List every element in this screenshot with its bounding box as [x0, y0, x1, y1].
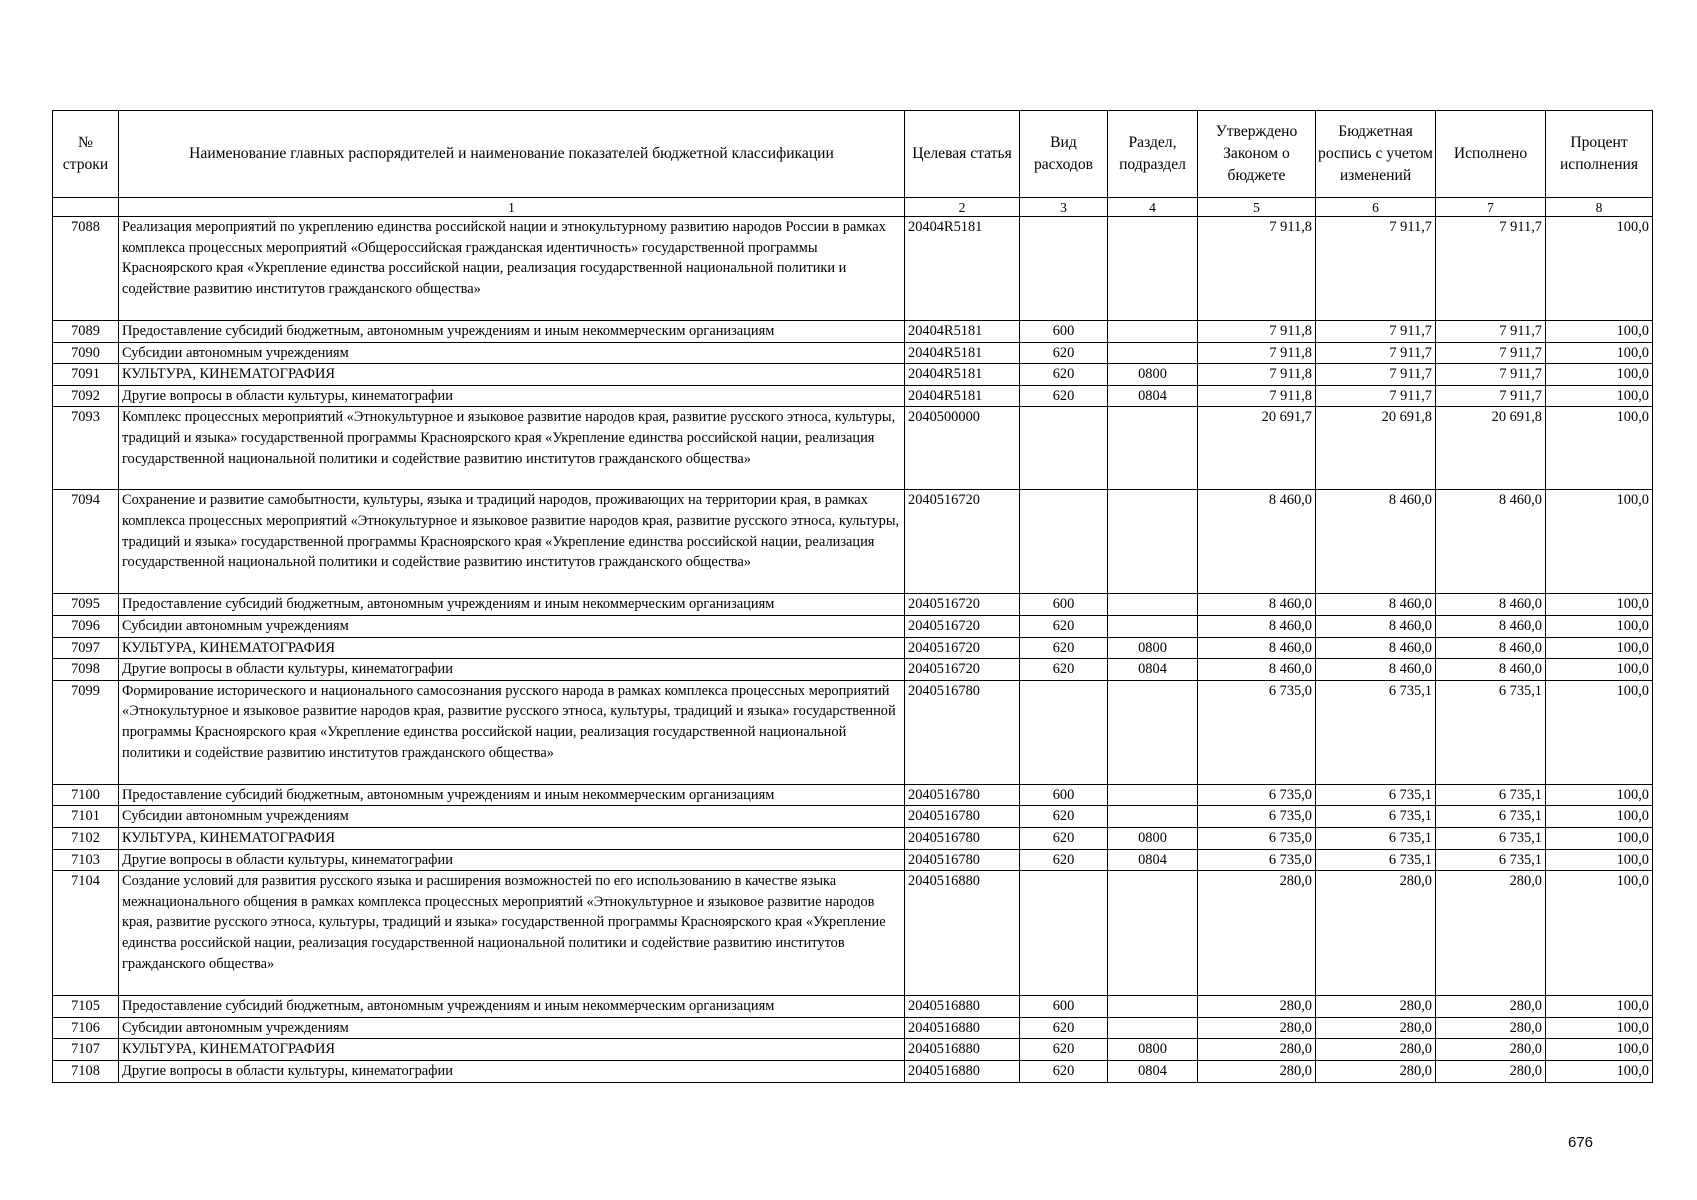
name-cell: Формирование исторического и национального самосознания русского народа в рамках комплекса процессных мероприятий «Этнокультурное и языковое развитие народов края, развитие русского этноса, культуры, традиций и языка» государственной программы Красноярского края «Укрепление единства российской нации, реализация государственной национальной политики и содействие развитию институтов гражданского общества»: [119, 680, 905, 784]
target-article-cell: 2040516880: [905, 1039, 1020, 1061]
approved-cell: 8 460,0: [1198, 659, 1316, 681]
row-number-cell: 7102: [53, 827, 119, 849]
section-cell: [1108, 1017, 1198, 1039]
approved-cell: 280,0: [1198, 1060, 1316, 1082]
section-cell: [1108, 615, 1198, 637]
expense-type-cell: 600: [1020, 321, 1108, 343]
name-cell: Предоставление субсидий бюджетным, автономным учреждениям и иным некоммерческим организациям: [119, 784, 905, 806]
column-number: 2: [905, 198, 1020, 217]
percent-cell: 100,0: [1546, 217, 1653, 321]
executed-cell: 20 691,8: [1436, 407, 1546, 490]
section-cell: [1108, 680, 1198, 784]
row-number-cell: 7106: [53, 1017, 119, 1039]
approved-cell: 7 911,8: [1198, 385, 1316, 407]
executed-cell: 280,0: [1436, 996, 1546, 1018]
column-number: 1: [119, 198, 905, 217]
executed-cell: 280,0: [1436, 1017, 1546, 1039]
expense-type-cell: [1020, 217, 1108, 321]
name-cell: Субсидии автономным учреждениям: [119, 1017, 905, 1039]
name-cell: Сохранение и развитие самобытности, культуры, языка и традиций народов, проживающих на территории края, в рамках комплекса процессных мероприятий «Этнокультурное и языковое развитие народов края, развитие русского этноса, культуры, традиций и языка» государственной программы Красноярского края «Укрепление единства российской нации, реализация государственной национальной политики и содействие развитию институтов гражданского общества»: [119, 490, 905, 594]
table-row: [53, 1039, 1653, 1061]
section-cell: [1108, 806, 1198, 828]
percent-cell: 100,0: [1546, 385, 1653, 407]
budget-schedule-cell: 8 460,0: [1316, 615, 1436, 637]
expense-type-cell: [1020, 871, 1108, 996]
percent-cell: 100,0: [1546, 364, 1653, 386]
header-row-number: № строки: [53, 111, 119, 198]
target-article-cell: 2040516720: [905, 594, 1020, 616]
row-number-cell: 7091: [53, 364, 119, 386]
name-cell: КУЛЬТУРА, КИНЕМАТОГРАФИЯ: [119, 637, 905, 659]
section-cell: 0804: [1108, 659, 1198, 681]
expense-type-cell: 620: [1020, 342, 1108, 364]
expense-type-cell: 620: [1020, 659, 1108, 681]
budget-schedule-cell: 8 460,0: [1316, 490, 1436, 594]
row-number-cell: 7108: [53, 1060, 119, 1082]
executed-cell: 280,0: [1436, 871, 1546, 996]
approved-cell: 6 735,0: [1198, 680, 1316, 784]
section-cell: 0804: [1108, 385, 1198, 407]
budget-schedule-cell: 7 911,7: [1316, 217, 1436, 321]
expense-type-cell: 600: [1020, 594, 1108, 616]
name-cell: Другие вопросы в области культуры, кинематографии: [119, 385, 905, 407]
name-cell: Субсидии автономным учреждениям: [119, 615, 905, 637]
row-number-cell: 7092: [53, 385, 119, 407]
target-article-cell: 2040516780: [905, 784, 1020, 806]
section-cell: 0800: [1108, 364, 1198, 386]
section-cell: 0800: [1108, 637, 1198, 659]
header-target-article: Целевая статья: [905, 111, 1020, 198]
approved-cell: 6 735,0: [1198, 827, 1316, 849]
expense-type-cell: 620: [1020, 385, 1108, 407]
table-row: [53, 784, 1653, 806]
target-article-cell: 20404R5181: [905, 385, 1020, 407]
expense-type-cell: 620: [1020, 1060, 1108, 1082]
percent-cell: 100,0: [1546, 849, 1653, 871]
table-row: [53, 1060, 1653, 1082]
target-article-cell: 2040516880: [905, 1017, 1020, 1039]
budget-schedule-cell: 6 735,1: [1316, 806, 1436, 828]
table-row: [53, 217, 1653, 321]
executed-cell: 7 911,7: [1436, 321, 1546, 343]
name-cell: Субсидии автономным учреждениям: [119, 342, 905, 364]
executed-cell: 8 460,0: [1436, 490, 1546, 594]
target-article-cell: 2040516780: [905, 680, 1020, 784]
budget-schedule-cell: 7 911,7: [1316, 321, 1436, 343]
percent-cell: 100,0: [1546, 490, 1653, 594]
approved-cell: 6 735,0: [1198, 784, 1316, 806]
budget-schedule-cell: 7 911,7: [1316, 364, 1436, 386]
section-cell: 0804: [1108, 1060, 1198, 1082]
section-cell: [1108, 594, 1198, 616]
budget-schedule-cell: 6 735,1: [1316, 784, 1436, 806]
table-row: [53, 342, 1653, 364]
row-number-cell: 7098: [53, 659, 119, 681]
approved-cell: 280,0: [1198, 871, 1316, 996]
section-cell: [1108, 217, 1198, 321]
percent-cell: 100,0: [1546, 637, 1653, 659]
table-row: [53, 680, 1653, 784]
target-article-cell: 20404R5181: [905, 342, 1020, 364]
column-number-row: [53, 198, 1653, 217]
percent-cell: 100,0: [1546, 1039, 1653, 1061]
percent-cell: 100,0: [1546, 996, 1653, 1018]
expense-type-cell: 620: [1020, 637, 1108, 659]
target-article-cell: 20404R5181: [905, 364, 1020, 386]
row-number-cell: 7107: [53, 1039, 119, 1061]
row-number-cell: 7103: [53, 849, 119, 871]
header-section: Раздел, подраздел: [1108, 111, 1198, 198]
budget-schedule-cell: 8 460,0: [1316, 659, 1436, 681]
executed-cell: 6 735,1: [1436, 784, 1546, 806]
table-row: [53, 385, 1653, 407]
percent-cell: 100,0: [1546, 784, 1653, 806]
approved-cell: 6 735,0: [1198, 849, 1316, 871]
row-number-cell: 7101: [53, 806, 119, 828]
percent-cell: 100,0: [1546, 827, 1653, 849]
executed-cell: 6 735,1: [1436, 827, 1546, 849]
table-row: [53, 1017, 1653, 1039]
name-cell: Другие вопросы в области культуры, кинематографии: [119, 849, 905, 871]
executed-cell: 7 911,7: [1436, 364, 1546, 386]
budget-schedule-cell: 6 735,1: [1316, 680, 1436, 784]
budget-schedule-cell: 280,0: [1316, 996, 1436, 1018]
expense-type-cell: 620: [1020, 1039, 1108, 1061]
table-row: [53, 407, 1653, 490]
approved-cell: 280,0: [1198, 1039, 1316, 1061]
column-number: 4: [1108, 198, 1198, 217]
percent-cell: 100,0: [1546, 407, 1653, 490]
row-number-cell: 7104: [53, 871, 119, 996]
table-row: [53, 806, 1653, 828]
section-cell: [1108, 871, 1198, 996]
table-row: [53, 637, 1653, 659]
budget-schedule-cell: 280,0: [1316, 1039, 1436, 1061]
executed-cell: 7 911,7: [1436, 342, 1546, 364]
target-article-cell: 20404R5181: [905, 321, 1020, 343]
row-number-cell: 7100: [53, 784, 119, 806]
percent-cell: 100,0: [1546, 321, 1653, 343]
table-row: [53, 827, 1653, 849]
row-number-cell: 7105: [53, 996, 119, 1018]
percent-cell: 100,0: [1546, 615, 1653, 637]
percent-cell: 100,0: [1546, 1060, 1653, 1082]
percent-cell: 100,0: [1546, 659, 1653, 681]
row-number-cell: 7096: [53, 615, 119, 637]
column-number: 8: [1546, 198, 1653, 217]
approved-cell: 8 460,0: [1198, 594, 1316, 616]
expense-type-cell: 620: [1020, 806, 1108, 828]
percent-cell: 100,0: [1546, 594, 1653, 616]
approved-cell: 7 911,8: [1198, 217, 1316, 321]
percent-cell: 100,0: [1546, 1017, 1653, 1039]
expense-type-cell: 620: [1020, 1017, 1108, 1039]
table-row: [53, 849, 1653, 871]
row-number-cell: 7088: [53, 217, 119, 321]
target-article-cell: 2040500000: [905, 407, 1020, 490]
table-body: [53, 217, 1653, 1083]
name-cell: Другие вопросы в области культуры, кинематографии: [119, 1060, 905, 1082]
table-row: [53, 594, 1653, 616]
section-cell: 0800: [1108, 827, 1198, 849]
header-expense-type: Вид расходов: [1020, 111, 1108, 198]
header-executed: Исполнено: [1436, 111, 1546, 198]
target-article-cell: 2040516780: [905, 849, 1020, 871]
approved-cell: 280,0: [1198, 1017, 1316, 1039]
header-row: [53, 111, 1653, 198]
expense-type-cell: 620: [1020, 849, 1108, 871]
table-row: [53, 615, 1653, 637]
executed-cell: 8 460,0: [1436, 659, 1546, 681]
approved-cell: 8 460,0: [1198, 490, 1316, 594]
budget-schedule-cell: 7 911,7: [1316, 385, 1436, 407]
budget-table: [52, 110, 1653, 1083]
approved-cell: 8 460,0: [1198, 615, 1316, 637]
column-number: 6: [1316, 198, 1436, 217]
budget-schedule-cell: 6 735,1: [1316, 849, 1436, 871]
budget-schedule-cell: 7 911,7: [1316, 342, 1436, 364]
budget-schedule-cell: 280,0: [1316, 871, 1436, 996]
executed-cell: 8 460,0: [1436, 615, 1546, 637]
budget-schedule-cell: 280,0: [1316, 1060, 1436, 1082]
section-cell: [1108, 342, 1198, 364]
expense-type-cell: [1020, 680, 1108, 784]
table-row: [53, 490, 1653, 594]
column-number: 5: [1198, 198, 1316, 217]
executed-cell: 8 460,0: [1436, 594, 1546, 616]
row-number-cell: 7090: [53, 342, 119, 364]
target-article-cell: 2040516720: [905, 637, 1020, 659]
executed-cell: 6 735,1: [1436, 806, 1546, 828]
table-row: [53, 321, 1653, 343]
row-number-cell: 7094: [53, 490, 119, 594]
budget-schedule-cell: 20 691,8: [1316, 407, 1436, 490]
executed-cell: 6 735,1: [1436, 849, 1546, 871]
row-number-cell: 7095: [53, 594, 119, 616]
name-cell: Субсидии автономным учреждениям: [119, 806, 905, 828]
section-cell: [1108, 784, 1198, 806]
expense-type-cell: 620: [1020, 615, 1108, 637]
executed-cell: 6 735,1: [1436, 680, 1546, 784]
budget-schedule-cell: 6 735,1: [1316, 827, 1436, 849]
expense-type-cell: 620: [1020, 364, 1108, 386]
name-cell: Предоставление субсидий бюджетным, автономным учреждениям и иным некоммерческим организациям: [119, 594, 905, 616]
approved-cell: 7 911,8: [1198, 342, 1316, 364]
section-cell: 0804: [1108, 849, 1198, 871]
target-article-cell: 2040516780: [905, 806, 1020, 828]
table-row: [53, 659, 1653, 681]
name-cell: КУЛЬТУРА, КИНЕМАТОГРАФИЯ: [119, 827, 905, 849]
budget-schedule-cell: 280,0: [1316, 1017, 1436, 1039]
table-row: [53, 871, 1653, 996]
expense-type-cell: 600: [1020, 996, 1108, 1018]
header-approved: Утверждено Законом о бюджете: [1198, 111, 1316, 198]
executed-cell: 280,0: [1436, 1039, 1546, 1061]
table-row: [53, 364, 1653, 386]
row-number-cell: 7089: [53, 321, 119, 343]
name-cell: Реализация мероприятий по укреплению единства российской нации и этнокультурному развитию народов России в рамках комплекса процессных мероприятий «Общероссийская гражданская идентичность» государственной программы Красноярского края «Укрепление единства российской нации, реализация государственной национальной политики и содействие развитию институтов гражданского общества»: [119, 217, 905, 321]
column-number: [53, 198, 119, 217]
name-cell: КУЛЬТУРА, КИНЕМАТОГРАФИЯ: [119, 364, 905, 386]
percent-cell: 100,0: [1546, 871, 1653, 996]
row-number-cell: 7093: [53, 407, 119, 490]
section-cell: [1108, 490, 1198, 594]
expense-type-cell: [1020, 407, 1108, 490]
header-budget-schedule: Бюджетная роспись с учетом изменений: [1316, 111, 1436, 198]
target-article-cell: 20404R5181: [905, 217, 1020, 321]
name-cell: Другие вопросы в области культуры, кинематографии: [119, 659, 905, 681]
budget-schedule-cell: 8 460,0: [1316, 594, 1436, 616]
column-number: 3: [1020, 198, 1108, 217]
executed-cell: 7 911,7: [1436, 385, 1546, 407]
page-number: 676: [1568, 1134, 1594, 1151]
name-cell: Создание условий для развития русского языка и расширения возможностей по его использованию в качестве языка межнационального общения в рамках комплекса процессных мероприятий «Этнокультурное и языковое развитие народов края, развитие русского этноса, культуры, традиций и языка» государственной программы Красноярского края «Укрепление единства российской нации, реализация государственной национальной политики и содействие развитию институтов гражданского общества»: [119, 871, 905, 996]
section-cell: [1108, 407, 1198, 490]
section-cell: [1108, 996, 1198, 1018]
executed-cell: 280,0: [1436, 1060, 1546, 1082]
approved-cell: 20 691,7: [1198, 407, 1316, 490]
target-article-cell: 2040516880: [905, 1060, 1020, 1082]
approved-cell: 6 735,0: [1198, 806, 1316, 828]
row-number-cell: 7097: [53, 637, 119, 659]
target-article-cell: 2040516720: [905, 615, 1020, 637]
row-number-cell: 7099: [53, 680, 119, 784]
header-percent: Процент исполнения: [1546, 111, 1653, 198]
header-name: Наименование главных распорядителей и наименование показателей бюджетной классификации: [119, 111, 905, 198]
target-article-cell: 2040516720: [905, 659, 1020, 681]
percent-cell: 100,0: [1546, 342, 1653, 364]
percent-cell: 100,0: [1546, 680, 1653, 784]
target-article-cell: 2040516880: [905, 871, 1020, 996]
expense-type-cell: 620: [1020, 827, 1108, 849]
target-article-cell: 2040516880: [905, 996, 1020, 1018]
table-row: [53, 996, 1653, 1018]
target-article-cell: 2040516720: [905, 490, 1020, 594]
section-cell: 0800: [1108, 1039, 1198, 1061]
section-cell: [1108, 321, 1198, 343]
name-cell: Предоставление субсидий бюджетным, автономным учреждениям и иным некоммерческим организациям: [119, 996, 905, 1018]
executed-cell: 7 911,7: [1436, 217, 1546, 321]
executed-cell: 8 460,0: [1436, 637, 1546, 659]
name-cell: КУЛЬТУРА, КИНЕМАТОГРАФИЯ: [119, 1039, 905, 1061]
approved-cell: 280,0: [1198, 996, 1316, 1018]
approved-cell: 7 911,8: [1198, 364, 1316, 386]
expense-type-cell: 600: [1020, 784, 1108, 806]
target-article-cell: 2040516780: [905, 827, 1020, 849]
approved-cell: 7 911,8: [1198, 321, 1316, 343]
expense-type-cell: [1020, 490, 1108, 594]
column-number: 7: [1436, 198, 1546, 217]
name-cell: Комплекс процессных мероприятий «Этнокультурное и языковое развитие народов края, развитие русского этноса, культуры, традиций и языка» государственной программы Красноярского края «Укрепление единства российской нации, реализация государственной национальной политики и содействие развитию институтов гражданского общества»: [119, 407, 905, 490]
budget-schedule-cell: 8 460,0: [1316, 637, 1436, 659]
approved-cell: 8 460,0: [1198, 637, 1316, 659]
percent-cell: 100,0: [1546, 806, 1653, 828]
name-cell: Предоставление субсидий бюджетным, автономным учреждениям и иным некоммерческим организациям: [119, 321, 905, 343]
